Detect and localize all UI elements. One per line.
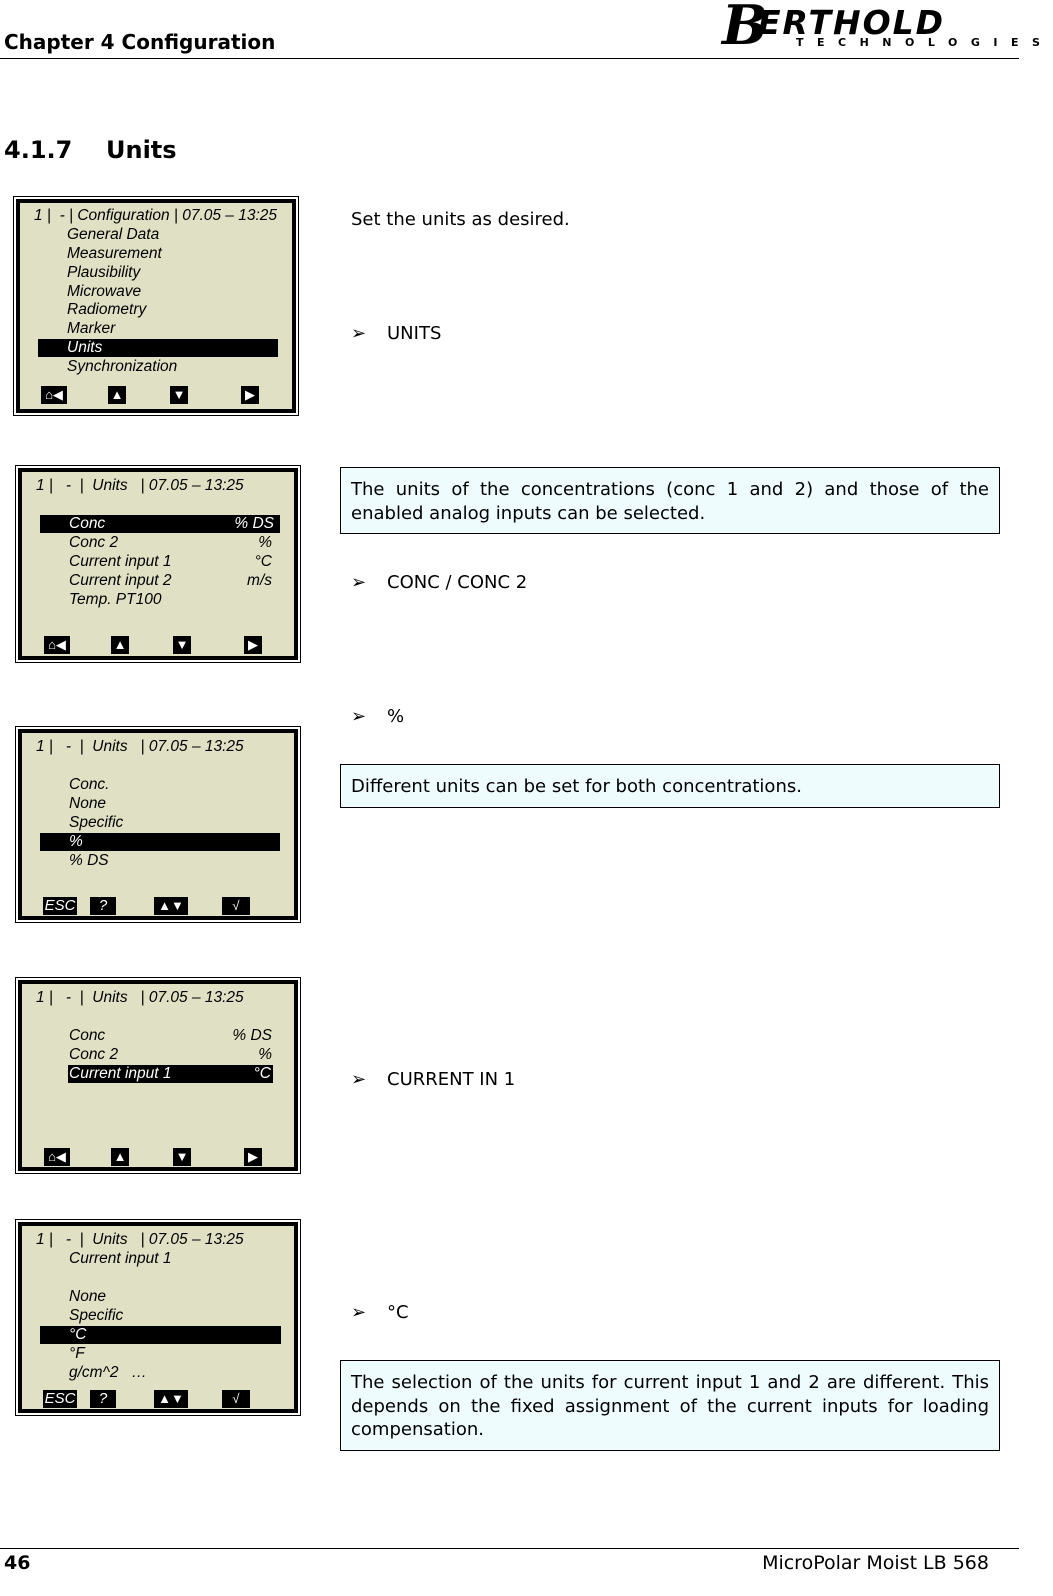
display-conc-unit-selection (18, 729, 298, 920)
display-units-overview (18, 468, 298, 660)
help-button[interactable]: ? (90, 897, 116, 915)
logo-initial: B (722, 0, 768, 57)
up-button[interactable]: ▲ (111, 636, 129, 654)
section-number: 4.1.7 (4, 136, 73, 164)
option-item: g/cm^2 … (69, 1364, 147, 1381)
down-button[interactable]: ▼ (170, 386, 188, 404)
menu-item: Microwave (67, 283, 142, 300)
menu-item: General Data (67, 226, 160, 243)
menu-item: Plausibility (67, 264, 141, 281)
footer-rule (0, 1548, 1019, 1549)
display-current-input-unit-selection (18, 1222, 298, 1413)
up-button[interactable]: ▲ (111, 1148, 129, 1166)
down-button[interactable]: ▼ (173, 636, 191, 654)
product-name: MicroPolar Moist LB 568 (762, 1552, 989, 1574)
menu-item: Marker (67, 320, 116, 337)
display-title: 1 | - | Units | 07.05 – 13:25 (36, 738, 244, 755)
selection-heading: Conc. (69, 776, 110, 793)
home-back-button[interactable]: ⌂◀ (44, 636, 70, 654)
logo-subtitle: TECHNOLOGIES (796, 36, 1053, 49)
section-title: Units (106, 136, 177, 164)
unit-row-label: Temp. PT100 (69, 591, 162, 608)
up-down-button[interactable]: ▲▼ (154, 1390, 188, 1408)
step-units: ➢ UNITS (351, 323, 442, 344)
unit-row-value: m/s (247, 572, 272, 589)
page-number: 46 (4, 1552, 31, 1574)
note-concentration-units: The units of the concentrations (conc 1 and 2) and those of the enabled analog inputs can be selected. (340, 467, 1000, 534)
display-title: 1 | - | Units | 07.05 – 13:25 (36, 477, 244, 494)
menu-item: Measurement (67, 245, 162, 262)
berthold-logo (722, 0, 1053, 57)
option-item-label: °C (69, 1326, 87, 1343)
display-title: 1 | - | Units | 07.05 – 13:25 (36, 1231, 244, 1248)
option-item-label: % (69, 833, 83, 850)
display-units-current-input (18, 980, 298, 1171)
step-celsius: ➢ °C (351, 1302, 409, 1323)
display-title: 1 | - | Configuration | 07.05 – 13:25 (34, 207, 278, 224)
menu-item-selected (38, 339, 278, 357)
bullet-arrow-icon: ➢ (351, 323, 367, 344)
unit-row-selected (68, 1065, 273, 1083)
section-heading (4, 136, 177, 164)
option-item: Specific (69, 1307, 124, 1324)
note-current-inputs: The selection of the units for current input 1 and 2 are different. This depends on the fixed assignment of the current inputs for loading compensation. (340, 1360, 1000, 1451)
display-configuration-menu (16, 199, 296, 413)
unit-row-label: Conc 2 (69, 534, 119, 551)
option-item: Specific (69, 814, 124, 831)
step-percent: ➢ % (351, 706, 405, 727)
unit-row-label: Conc (69, 1027, 106, 1044)
unit-row-label: Conc 2 (69, 1046, 119, 1063)
unit-row-selected (40, 515, 280, 533)
confirm-button[interactable]: √ (222, 897, 250, 915)
page-header (0, 0, 1053, 59)
unit-row-label: Conc (69, 515, 106, 532)
intro-text: Set the units as desired. (351, 209, 570, 230)
option-item: None (69, 1288, 107, 1305)
note-different-units: Different units can be set for both concentrations. (340, 764, 1000, 808)
step-current-in: ➢ CURRENT IN 1 (351, 1069, 516, 1090)
home-back-button[interactable]: ⌂◀ (41, 386, 67, 404)
bullet-arrow-icon: ➢ (351, 1069, 367, 1090)
unit-row-label: Current input 2 (69, 572, 172, 589)
option-item-selected (40, 1326, 281, 1344)
unit-row-value: % DS (234, 515, 274, 532)
display-title: 1 | - | Units | 07.05 – 13:25 (36, 989, 244, 1006)
up-button[interactable]: ▲ (108, 386, 126, 404)
bullet-arrow-icon: ➢ (351, 1302, 367, 1323)
escape-button[interactable]: ESC (44, 1390, 76, 1407)
menu-item: Synchronization (67, 358, 178, 375)
confirm-button[interactable]: √ (222, 1390, 250, 1408)
option-item: None (69, 795, 107, 812)
enter-button[interactable]: ▶ (244, 1148, 262, 1166)
option-item-selected (40, 833, 280, 851)
unit-row-label: Current input 1 (69, 1065, 172, 1082)
down-button[interactable]: ▼ (173, 1148, 191, 1166)
up-down-button[interactable]: ▲▼ (154, 897, 188, 915)
unit-row-value: °C (254, 553, 272, 570)
escape-button[interactable]: ESC (44, 897, 76, 914)
unit-row-value: % (258, 534, 272, 551)
menu-item: Radiometry (67, 301, 147, 318)
home-back-button[interactable]: ⌂◀ (44, 1148, 70, 1166)
unit-row-value: % DS (232, 1027, 272, 1044)
option-item: % DS (69, 852, 109, 869)
bullet-arrow-icon: ➢ (351, 706, 367, 727)
logo-name: ERTHOLD (758, 3, 946, 42)
unit-row-value: % (258, 1046, 272, 1063)
chapter-title: Chapter 4 Configuration (4, 30, 276, 54)
bullet-arrow-icon: ➢ (351, 572, 367, 593)
menu-item-label: Units (67, 339, 103, 356)
option-item: °F (69, 1345, 85, 1362)
enter-button[interactable]: ▶ (244, 636, 262, 654)
help-button[interactable]: ? (90, 1390, 116, 1408)
enter-button[interactable]: ▶ (241, 386, 259, 404)
unit-row-value: °C (253, 1065, 271, 1082)
step-conc: ➢ CONC / CONC 2 (351, 572, 528, 593)
selection-heading: Current input 1 (69, 1250, 172, 1267)
unit-row-label: Current input 1 (69, 553, 172, 570)
